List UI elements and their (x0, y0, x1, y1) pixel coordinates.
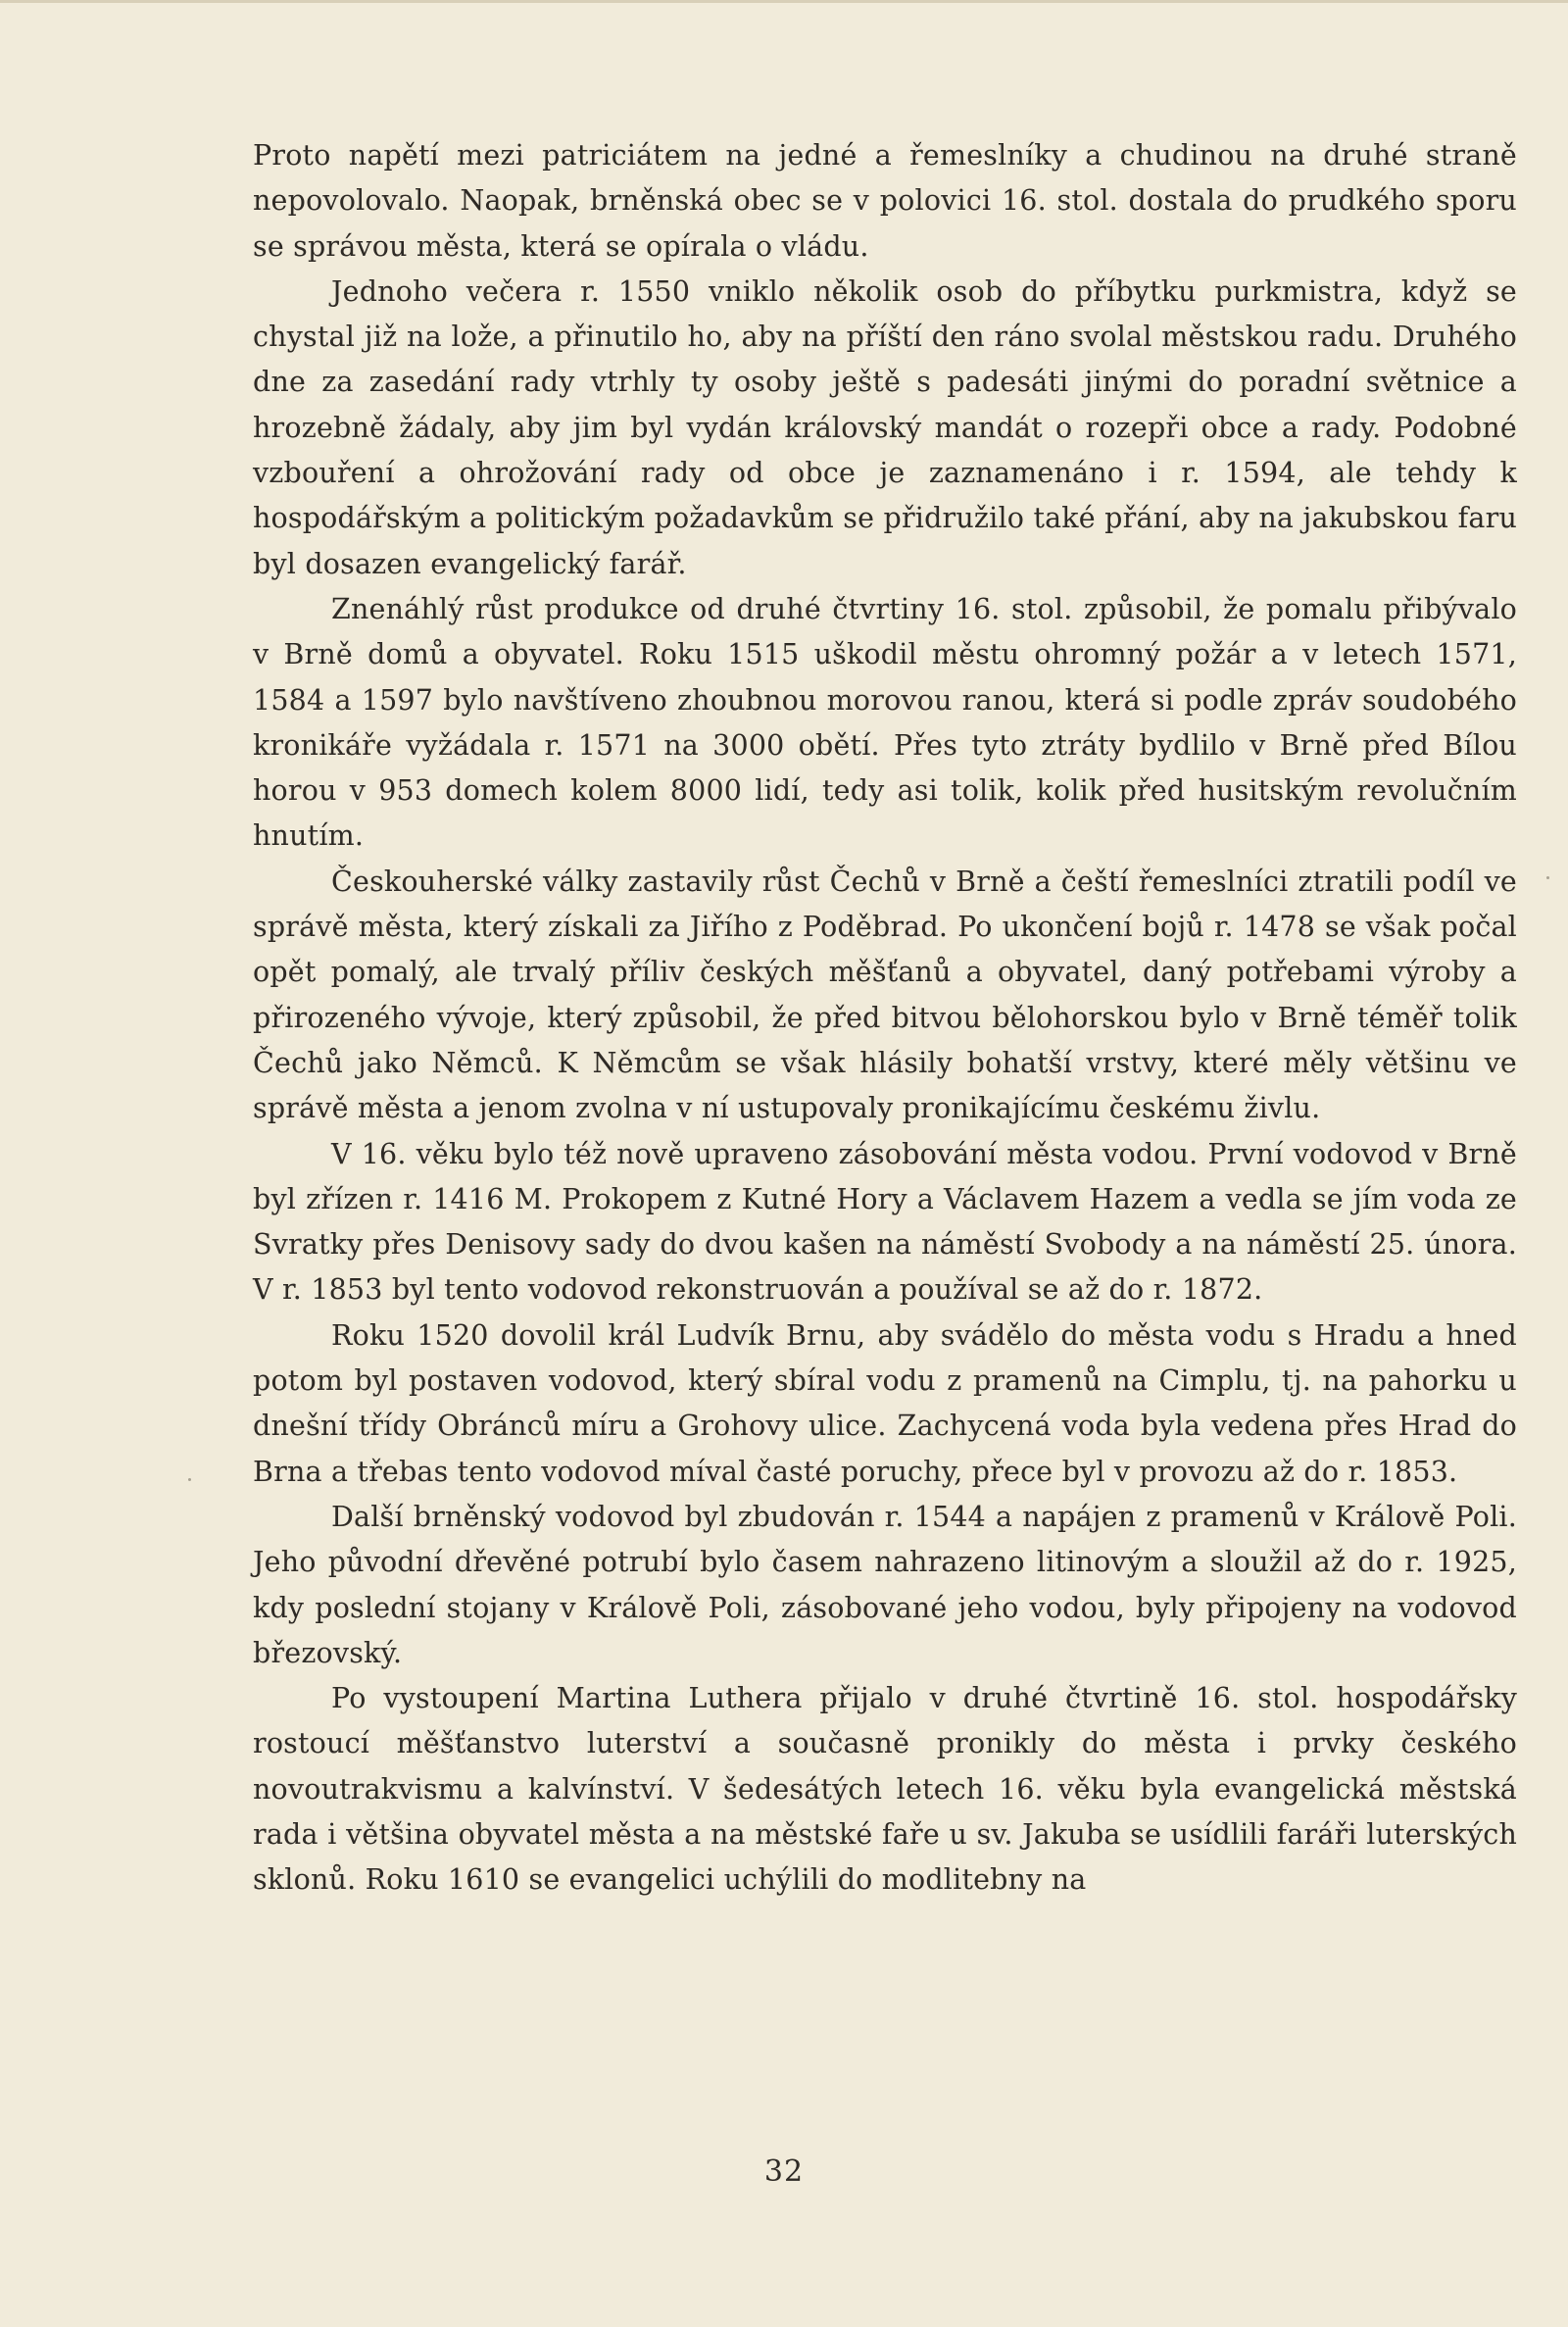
page-top-edge (0, 0, 1568, 3)
paragraph-8: Po vystoupení Martina Luthera přijalo v druhé čtvrtině 16. stol. hospodářsky rostoucí měšťanstvo luterství a současně pronikly do města i prvky českého novoutrakvismu a kalvínství. V šedesátých letech 16. věku byla evangelická městská rada i většina obyvatel města a na městské faře u sv. Jakuba se usídlili faráři luterských sklonů. Roku 1610 se evangelici uchýlili do modlitebny na (253, 1682, 1517, 1897)
scan-speck (1546, 876, 1549, 879)
paragraph-3: Znenáhlý růst produkce od druhé čtvrtiny 16. stol. způsobil, že pomalu přibývalo v Brně domů a obyvatel. Roku 1515 uškodil městu ohromný požár a v letech 1571, 1584 a 1597 bylo navštíveno zhoubnou morovou ranou, která si podle zpráv soudobého kronikáře vyžádala r. 1571 na 3000 obětí. Přes tyto ztráty bydlilo v Brně před Bílou horou v 953 domech kolem 8000 lidí, tedy asi tolik, kolik před husitským revolučním hnutím. (253, 592, 1517, 853)
page-number: 32 (763, 2154, 805, 2189)
paragraph-5: V 16. věku bylo též nově upraveno zásobování města vodou. První vodovod v Brně byl zřízen r. 1416 M. Prokopem z Kutné Hory a Václavem Hazem a vedla se jím voda ze Svratky přes Denisovy sady do dvou kašen na náměstí Svobody a na náměstí 25. února. V r. 1853 byl tento vodovod rekonstruován a používal se až do r. 1872. (253, 1137, 1517, 1307)
scan-speck (188, 1478, 191, 1481)
paragraph-7: Další brněnský vodovod byl zbudován r. 1544 a napájen z pramenů v Králově Poli. Jeho původní dřevěné potrubí bylo časem nahrazeno litinovým a sloužil až do r. 1925, kdy poslední stojany v Králově Poli, zásobované jeho vodou, byly připojeny na vodovod březovský. (253, 1500, 1517, 1669)
body-text (253, 133, 1517, 1904)
paragraph-4: Českouherské války zastavily růst Čechů v Brně a čeští řemeslníci ztratili podíl ve správě města, který získali za Jiřího z Poděbrad. Po ukončení bojů r. 1478 se však počal opět pomalý, ale trvalý příliv českých měšťanů a obyvatel, daný potřebami výroby a přirozeného vývoje, který způsobil, že před bitvou bělohorskou bylo v Brně téměř tolik Čechů jako Němců. K Němcům se však hlásily bohatší vrstvy, které měly většinu ve správě města a jenom zvolna v ní ustupovaly pronikajícímu českému živlu. (253, 865, 1517, 1125)
paragraph-2: Jednoho večera r. 1550 vniklo několik osob do příbytku purkmistra, když se chystal již na lože, a přinutilo ho, aby na příští den ráno svolal městskou radu. Druhého dne za zasedání rady vtrhly ty osoby ještě s padesáti jinými do poradní světnice a hrozebně žádaly, aby jim byl vydán královský mandát o rozepři obce a rady. Podobné vzbouření a ohrožování rady od obce je zaznamenáno i r. 1594, ale tehdy k hospodářským a politickým požadavkům se přidružilo také přání, aby na jakubskou faru byl dosazen evangelický farář. (253, 274, 1517, 580)
paragraph-1: Proto napětí mezi patriciátem na jedné a řemeslníky a chudinou na druhé straně nepovolovalo. Naopak, brněnská obec se v polovici 16. stol. dostala do prudkého sporu se správou města, která se opírala o vládu. (253, 139, 1517, 263)
paragraph-6: Roku 1520 dovolil král Ludvík Brnu, aby svádělo do města vodu s Hradu a hned potom byl postaven vodovod, který sbíral vodu z pramenů na Cimplu, tj. na pahorku u dnešní třídy Obránců míru a Grohovy ulice. Zachycená voda byla vedena přes Hrad do Brna a třebas tento vodovod míval časté poruchy, přece byl v provozu až do r. 1853. (253, 1318, 1517, 1488)
